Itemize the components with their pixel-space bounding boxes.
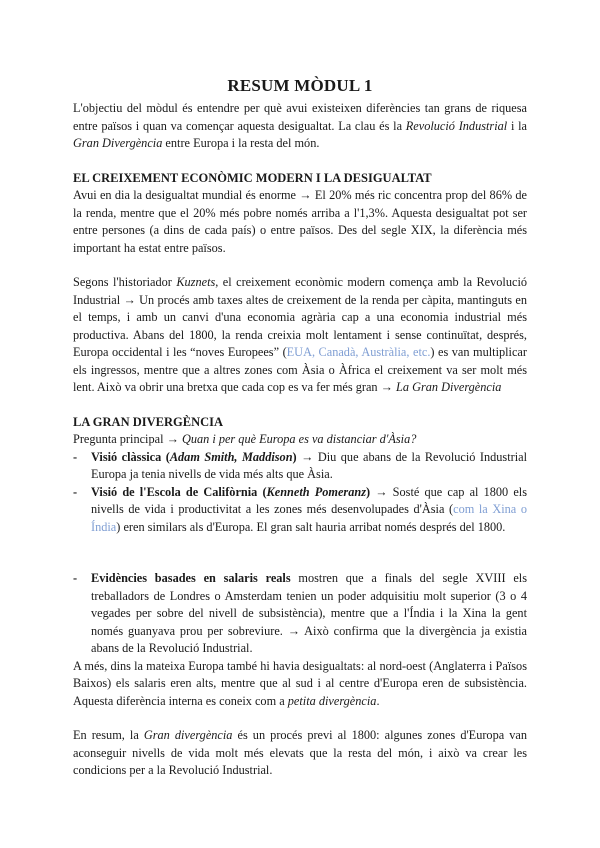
paragraph-kuznets	[73, 274, 527, 397]
views-list	[73, 449, 527, 537]
text-run: , el creixement econòmic modern comença amb la Revolució Industrial → Un procés amb taxes altes de creixement de la renda per càpita, mantinguts en el temps, i amb un canvi d'una economia agrària cap a una economia industrial més productiva. Abans del 1800, la renda creixia molt lentament i sense continuïtat, després, Europa occidental i les “noves Europees” (	[73, 275, 528, 359]
text-run: ) es van multiplicar els ingressos, mentre que a altres zones com Àsia o Àfrica el creixement va ser molt més lent. Això va obrir una bretxa que cada cop es va fer més gran →	[73, 345, 527, 394]
emphasis: Adam Smith, Maddison	[169, 449, 293, 464]
main-question	[73, 431, 527, 449]
bullet-dash: -	[73, 571, 78, 585]
spacer	[73, 397, 527, 414]
list-item-salaris-reals	[73, 570, 527, 658]
emphasis: Kenneth Pomeranz	[266, 484, 366, 499]
bullet-dash: -	[73, 449, 78, 464]
text-run: En resum, la	[73, 728, 144, 742]
highlight-text: com la Xina o Índia	[91, 502, 527, 534]
section-heading-creixement: EL CREIXEMENT ECONÒMIC MODERN I LA DESIGUALTAT	[73, 170, 432, 185]
item-lead	[91, 485, 370, 499]
spacer	[73, 153, 527, 170]
text-run: → Sosté que cap al 1800 els nivells de vida i productivitat a les zones més desenvolupades d'Àsia (	[91, 484, 527, 516]
evidence-list	[73, 570, 527, 658]
item-lead	[91, 450, 297, 464]
text-run: mostren que a finals del segle XVIII els treballadors de Londres o Amsterdam tenien un poder adquisitiu molt superior (3 o 4 vegades per sobre del nivell de subsistència), mentre que a l'Índia i la Xina la gent només guanyava prou per sobreviure. → Això confirma que la divergència ja existia abans de la Revolució Industrial.	[91, 571, 527, 655]
text-run: Visió de l'Escola de Califòrnia (	[91, 484, 267, 499]
text-run: Segons l'historiador	[73, 275, 177, 289]
document-body	[73, 76, 527, 780]
emphasis: petita divergència	[287, 693, 377, 708]
spacer	[73, 257, 527, 274]
emphasis: Quan i per què Europa es va distanciar d'Àsia?	[181, 432, 417, 446]
item-lead: Evidències basades en salaris reals	[91, 571, 291, 585]
paragraph-conclusion	[73, 727, 527, 780]
text-run: és un procés previ al 1800: algunes zones d'Europa van aconseguir nivells de vida molt més elevats que la resta del món, i això va crear les condicions per a la Revolució Industrial.	[73, 728, 528, 777]
paragraph-petita-divergencia	[73, 658, 527, 711]
text-run: entre Europa i la resta del món.	[162, 136, 320, 150]
text-run: i la	[507, 118, 527, 133]
highlight-text: EUA, Canadà, Austràlia, etc.	[286, 345, 431, 359]
spacer	[73, 536, 527, 570]
list-item-visio-classica	[73, 449, 527, 484]
bullet-dash: -	[73, 484, 78, 499]
section-heading-gran-divergencia: LA GRAN DIVERGÈNCIA	[73, 414, 224, 429]
emphasis: Gran divergència	[143, 728, 233, 742]
emphasis: Gran Divergència	[73, 136, 163, 150]
text-run: .	[376, 693, 380, 708]
text-run: )	[365, 484, 371, 499]
emphasis: Kuznets	[176, 275, 216, 289]
text-run: ) eren similars als d'Europa. El gran salt hauria arribat només després del 1800.	[116, 519, 506, 534]
text-run: Visió clàssica (	[91, 449, 170, 464]
paragraph-desigualtat: Avui en dia la desigualtat mundial és enorme → El 20% més ric concentra prop del 86% de la renda, mentre que el 20% més pobre només arriba a l'1,3%. Aquesta desigualtat pot ser entre persones (a dins de cada país) o entre països. Des del segle XIX, la diferència més important ha estat entre països.	[73, 188, 527, 255]
document-title: RESUM MÒDUL 1	[227, 76, 373, 95]
text-run: )	[292, 449, 297, 464]
intro-paragraph	[73, 100, 527, 153]
emphasis: La Gran Divergència	[396, 380, 502, 394]
emphasis: Revolució Industrial	[405, 118, 508, 133]
text-run: Pregunta principal →	[73, 432, 182, 446]
text-run: L'objectiu del mòdul és entendre per què avui existeixen diferències tan grans de riquesa entre països i quan va començar aquesta desigualtat. La clau és la	[73, 101, 527, 133]
text-run: A més, dins la mateixa Europa també hi havia desigualtats: al nord-oest (Anglaterra i Països Baixos) els salaris eren alts, mentre que al sud i al centre d'Europa eren de subsistència. Aquesta diferència interna es coneix com a	[73, 658, 527, 708]
list-item-escola-california	[73, 484, 527, 537]
spacer	[73, 710, 527, 727]
text-run: → Diu que abans de la Revolució Industrial Europa ja tenia nivells de vida més alts que Àsia.	[91, 449, 527, 481]
